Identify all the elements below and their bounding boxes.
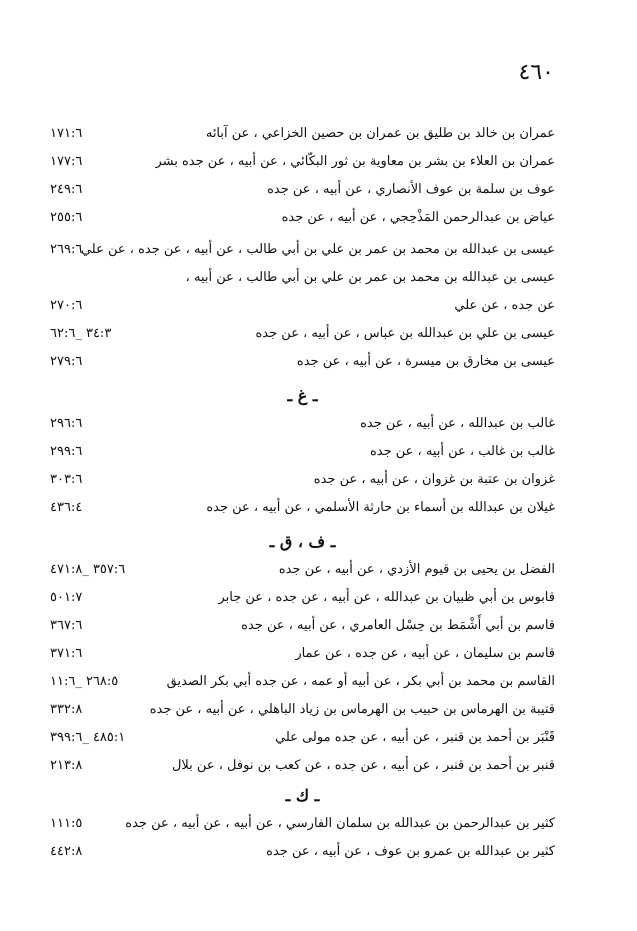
index-entry [50, 122, 555, 146]
entry-reference: ٢٧٠:٦ [50, 298, 83, 313]
entry-name: عيسى بن مخارق بن ميسرة ، عن أبيه ، عن جده [296, 354, 555, 369]
index-entry [50, 754, 555, 778]
entry-reference: ٤٨٥:١ _٣٩٩:٦ [50, 730, 126, 745]
index-entry [50, 812, 555, 836]
entry-name: قابوس بن أبي ظبيان بن عبدالله ، عن أبيه ، عن جده ، عن جابر [218, 590, 555, 605]
index-entry [50, 840, 555, 864]
entry-reference: ٢٦٨:٥ _١١:٦ [50, 674, 119, 689]
section-header: ـ غ ـ [287, 386, 318, 405]
index-entry [50, 496, 555, 520]
section-header: ـ ف ، ق ـ [269, 532, 336, 551]
index-entry [50, 238, 555, 262]
index-entry [50, 468, 555, 492]
entry-reference: ٤٤٢:٨ [50, 844, 83, 859]
entry-name: قَنْبَر بن أحمد بن قنبر ، عن أبيه ، عن جده مولى علي [275, 730, 555, 745]
index-entry [50, 266, 555, 290]
entry-reference: ٢٤٩:٦ [50, 182, 83, 197]
entry-name: قنبر بن أحمد بن قنبر ، عن أبيه ، عن جده ، عن كعب بن نوفل ، عن بلال [171, 758, 555, 773]
entry-reference: ٣٧١:٦ [50, 646, 83, 661]
entry-name: القاسم بن محمد بن أبي بكر ، عن أبيه أو عمه ، عن جده أبي بكر الصديق [166, 674, 555, 689]
index-entry [50, 206, 555, 230]
entry-reference: ٣٤:٣ _٦٢:٦ [50, 326, 112, 341]
entry-name: كثير بن عبدالرحمن بن عبدالله بن سلمان الفارسي ، عن أبيه ، عن أبيه ، عن جده [125, 816, 555, 831]
entry-reference: ٥٠١:٧ [50, 590, 83, 605]
index-entry [50, 412, 555, 436]
entry-name: عيسى بن علي بن عبدالله بن عباس ، عن أبيه ، عن جده [255, 326, 555, 341]
entry-reference: ١١١:٥ [50, 816, 83, 831]
entry-reference: ١٧١:٦ [50, 126, 83, 141]
index-entry [50, 294, 555, 318]
entry-reference: ٤٣٦:٤ [50, 500, 83, 515]
index-entry [50, 642, 555, 666]
entry-reference: ٢٩٩:٦ [50, 444, 83, 459]
index-entry [50, 698, 555, 722]
entry-reference: ٣٠٣:٦ [50, 472, 83, 487]
index-entry [50, 322, 555, 346]
entry-name: غالب بن عبدالله ، عن أبيه ، عن جده [360, 416, 555, 431]
index-entry [50, 586, 555, 610]
entry-reference: ٢٩٦:٦ [50, 416, 83, 431]
entry-name: عن جده ، عن علي [454, 298, 555, 313]
index-entry [50, 440, 555, 464]
entry-name: قتيبة بن الهرماس بن حبيب بن الهرماس بن زياد الباهلي ، عن أبيه ، عن جده [149, 702, 555, 717]
entry-name: عمران بن العلاء بن بشر بن معاوية بن ثور البكّائي ، عن أبيه ، عن جده بشر [155, 154, 555, 169]
entry-name: عمران بن خالد بن طليق بن عمران بن حصين الخزاعي ، عن آبائه [205, 126, 555, 141]
entry-name: قاسم بن سليمان ، عن أبيه ، عن جده ، عن عمار [295, 646, 555, 661]
entry-name: غالب بن غالب ، عن أبيه ، عن جده [369, 444, 555, 459]
index-entry [50, 614, 555, 638]
entry-reference: ٢٦٩:٦ [50, 242, 83, 257]
entry-name: غزوان بن عتبة بن غزوان ، عن أبيه ، عن جده [313, 472, 555, 487]
page-number: ٤٦٠ [518, 60, 554, 85]
index-entry [50, 350, 555, 374]
entry-name: عوف بن سلمة بن عوف الأنصاري ، عن أبيه ، عن جده [267, 182, 555, 197]
entry-reference: ٣٦٧:٦ [50, 618, 83, 633]
entry-name: عيسى بن عبدالله بن محمد بن عمر بن علي بن أبي طالب ، عن أبيه ، [185, 270, 555, 285]
index-entry [50, 178, 555, 202]
index-entry [50, 558, 555, 582]
entry-name: قاسم بن أبي أَشْمَط بن حِسْل العامري ، عن أبيه ، عن جده [241, 618, 555, 633]
entry-reference: ١٧٧:٦ [50, 154, 83, 169]
entry-name: غيلان بن عبدالله بن أسماء بن حارثة الأسلمي ، عن أبيه ، عن جده [206, 500, 555, 515]
index-entry [50, 726, 555, 750]
entry-name: الفضل بن يحيى بن قيوم الأزدي ، عن أبيه ، عن جده [278, 562, 555, 577]
entry-reference: ٣٣٢:٨ [50, 702, 83, 717]
entry-name: كثير بن عبدالله بن عمرو بن عوف ، عن أبيه ، عن جده [266, 844, 555, 859]
entry-reference: ٢٧٩:٦ [50, 354, 83, 369]
section-header: ـ ك ـ [285, 786, 320, 805]
entry-reference: ٢٥٥:٦ [50, 210, 83, 225]
index-entry [50, 150, 555, 174]
entry-name: عيسى بن عبدالله بن محمد بن عمر بن علي بن أبي طالب ، عن أبيه ، عن جده ، عن علي [80, 242, 555, 257]
entry-reference: ٣٥٧:٦ _٤٧١:٨ [50, 562, 126, 577]
index-entry [50, 670, 555, 694]
entry-reference: ٢١٣:٨ [50, 758, 83, 773]
entry-name: عياض بن عبدالرحمن المَذْحِجي ، عن أبيه ، عن جده [281, 210, 555, 225]
